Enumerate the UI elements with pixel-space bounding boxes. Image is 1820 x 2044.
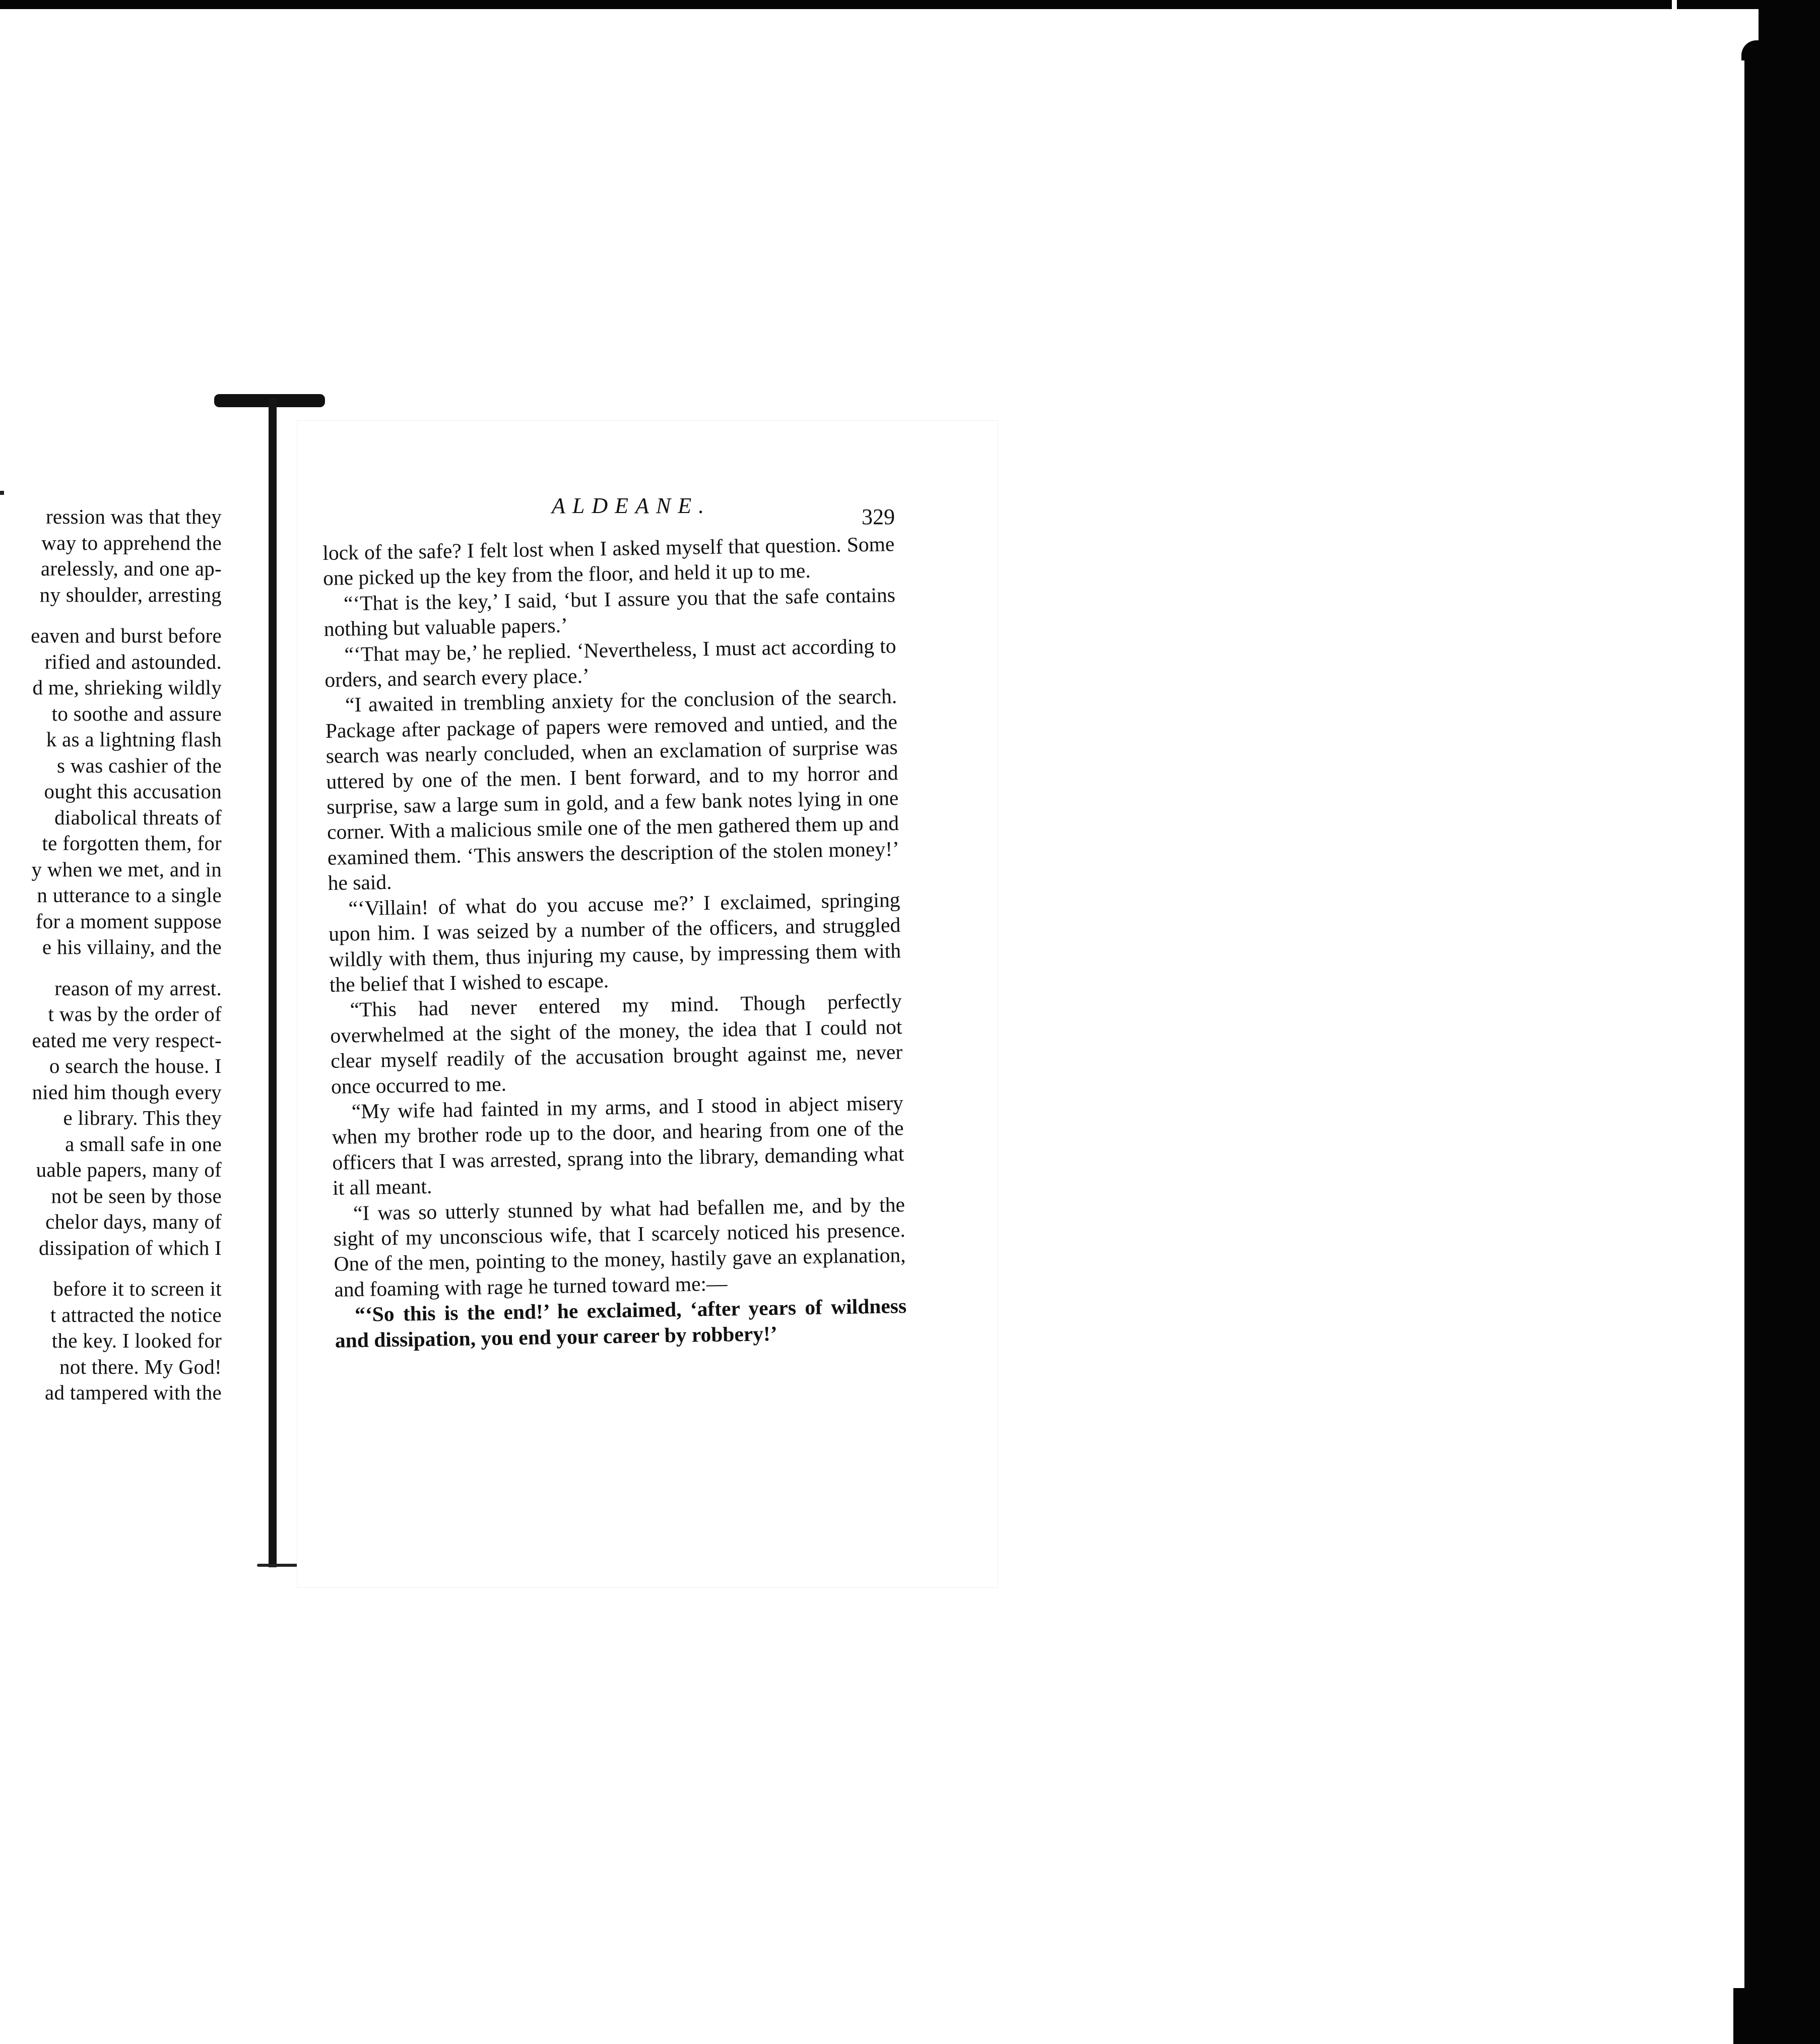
left-page-line: chelor days, many of (45, 1210, 222, 1233)
left-page-line: way to apprehend the (41, 531, 222, 554)
paragraph: lock of the safe? I felt lost when I asked myself that question. Some one picked up the key from the floor, and held it up to me. (322, 532, 895, 590)
left-page-line: o search the house. I (49, 1054, 222, 1077)
left-page-text (0, 504, 222, 1406)
left-page-line (0, 608, 222, 623)
paragraph: “‘So this is the end!’ he exclaimed, ‘after years of wildness and dissipation, you end your career by robbery!’ (335, 1294, 907, 1352)
left-page-line: rified and astounded. (44, 650, 222, 673)
left-page-line: d me, shrieking wildly (32, 676, 222, 699)
left-page-line: uable papers, many of (36, 1158, 222, 1181)
left-page-mark (0, 491, 4, 495)
left-page-line: not there. My God! (59, 1355, 222, 1378)
paragraph: “‘That may be,’ he replied. ‘Nevertheless, I must act according to orders, and search every place.’ (324, 633, 896, 691)
left-page-line (0, 1261, 222, 1276)
paragraph: “‘Villain! of what do you accuse me?’ I exclaimed, springing upon him. I was seized by a number of the officers, and struggled wildly with them, thus injuring my cause, by impressing them with the belief that I wished to escape. (328, 887, 901, 996)
left-page-line: ought this accusation (44, 780, 222, 803)
left-page-line: the key. I looked for (51, 1329, 222, 1352)
left-page-line: dissipation of which I (38, 1236, 222, 1259)
paragraph: “I awaited in trembling anxiety for the conclusion of the search. Package after package of papers were removed and untied, and the search was nearly concluded, when an exclamation of surprise was uttered by one of the men. I bent forward, and to my horror and surprise, saw a large sum in gold, and a few bank notes lying in one corner. With a malicious smile one of the men gathered them up and examined them. ‘This answers the description of the stolen money!’ he said. (325, 684, 900, 895)
scan-frame-right-inner (1744, 48, 1760, 1993)
scan-frame-top (0, 0, 1820, 9)
scan-frame-tick (1672, 0, 1677, 30)
left-page-line: before it to screen it (53, 1277, 222, 1300)
left-page-line: for a moment suppose (35, 909, 222, 933)
left-page-line: reason of my arrest. (54, 976, 222, 1000)
scan-frame-right (1759, 0, 1820, 2044)
paragraph: “‘That is the key,’ I said, ‘but I assure you that the safe contains nothing but valuable papers.’ (323, 583, 896, 641)
left-page-line: e library. This they (63, 1106, 222, 1129)
scan-frame-bottom-right (1733, 1988, 1820, 2044)
left-page-line: k as a lightning flash (46, 728, 222, 751)
left-page-line: n utterance to a single (37, 883, 222, 907)
left-page-line: e his villainy, and the (42, 935, 222, 959)
right-page-body (322, 531, 907, 1353)
page-number: 329 (862, 504, 895, 529)
left-page-line: to soothe and assure (51, 701, 222, 725)
left-page-line: y when we met, and in (31, 857, 222, 881)
left-page-line: ad tampered with the (45, 1381, 222, 1404)
left-page-line (0, 961, 222, 976)
left-page-line: not be seen by those (51, 1184, 222, 1207)
left-page-line: ny shoulder, arresting (39, 583, 222, 606)
gutter-bar (269, 398, 277, 1567)
left-page-line: arelessly, and one ap- (40, 557, 222, 580)
left-page-line: t attracted the notice (50, 1303, 222, 1326)
paragraph: “This had never entered my mind. Though perfectly overwhelmed at the sight of the money, the idea that I could not clear myself readily of the accusation brought against me, never once occurred to me. (330, 989, 903, 1098)
left-page-line: nied him though every (32, 1080, 222, 1104)
left-page-line: eaven and burst before (31, 624, 222, 647)
left-page-line: t was by the order of (48, 1002, 222, 1026)
left-page-line: ression was that they (45, 505, 222, 528)
left-page-line: te forgotten them, for (42, 832, 222, 855)
left-page-line: s was cashier of the (56, 753, 222, 777)
left-page-line: a small safe in one (65, 1132, 222, 1156)
left-page-line: diabolical threats of (54, 805, 222, 829)
left-page-line: eated me very respect- (32, 1028, 222, 1052)
paragraph: “I was so utterly stunned by what had befallen me, and by the sight of my unconscious wife, that I scarcely noticed his presence. One of the men, pointing to the money, hastily gave an explanation, and foaming with rage he turned toward me:— (333, 1192, 906, 1301)
running-head: ALDEANE. (552, 493, 711, 518)
paragraph: “My wife had fainted in my arms, and I stood in abject misery when my brother rode up to the door, and hearing from one of the officers that I was arrested, sprang into the library, demanding what it all meant. (332, 1091, 904, 1199)
